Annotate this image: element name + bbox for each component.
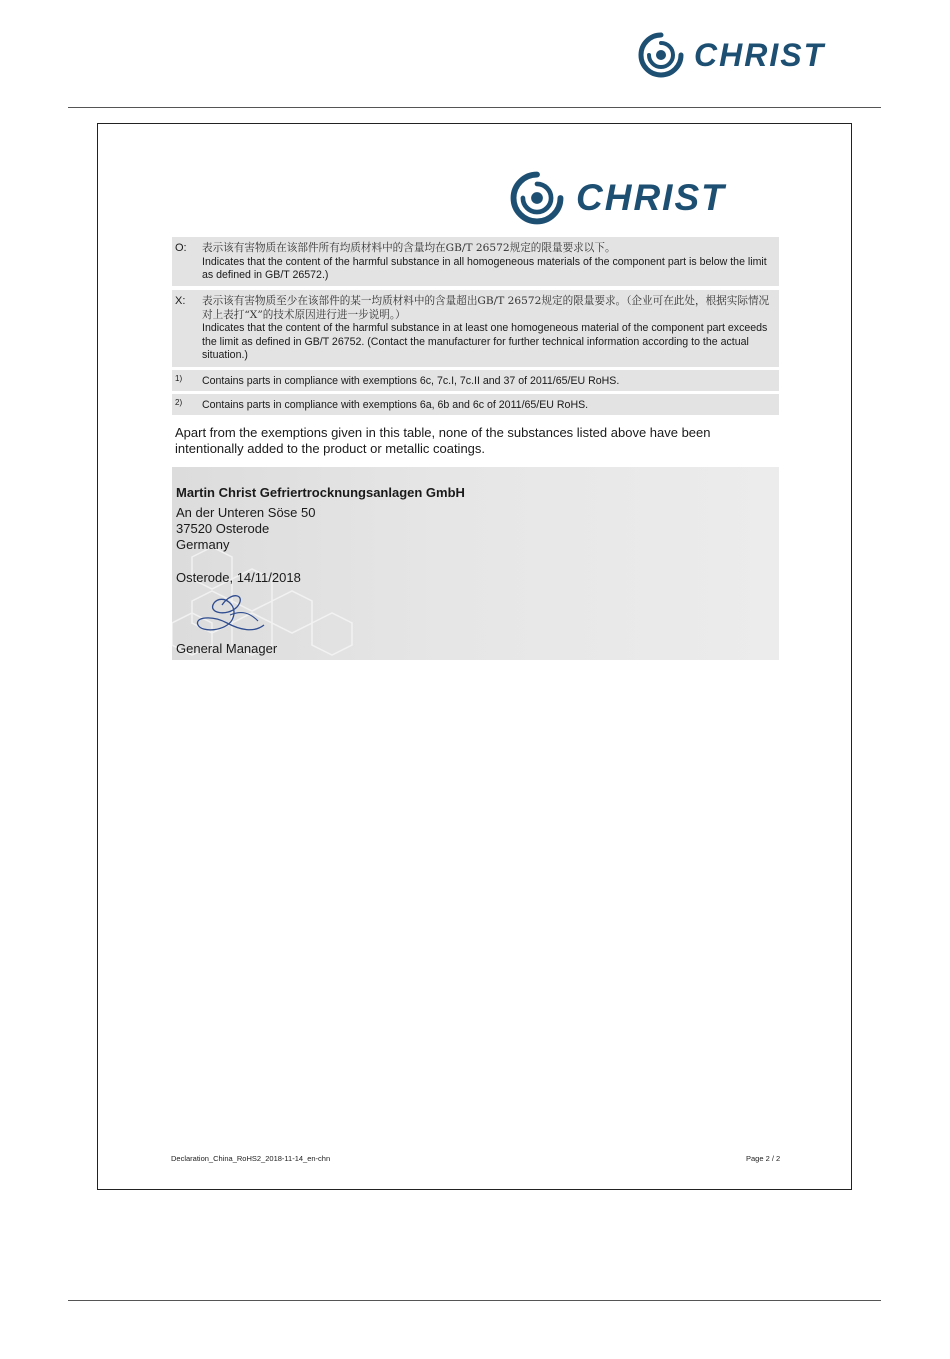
brand-wordmark: CHRIST [576,177,726,218]
document-id: Declaration_China_RoHS2_2018-11-14_en-chn [171,1154,331,1163]
signature-block [172,467,779,660]
legend-row-o [172,237,779,286]
christ-swirl-logo-icon [638,32,684,78]
footer-divider [68,1300,881,1301]
legend-key: O: [175,242,187,254]
handwritten-signature [192,585,272,640]
legend-text-en: Contains parts in compliance with exemptions 6c, 7c.I, 7c.II and 37 of 2011/65/EU RoHS. [202,375,620,387]
footnote-marker: 2) [175,398,183,407]
brand-wordmark: CHRIST [694,36,826,73]
footnote-marker: 1) [175,374,183,383]
legend-text-en: Indicates that the content of the harmful substance in all homogeneous materials of the component part is below the limit as defined in GB/T 26572.) [202,255,767,281]
legend-row-x [172,290,779,367]
legend-key: X: [175,295,186,307]
place-and-date: Osterode, 14/11/2018 [176,570,301,585]
address-street: An der Unteren Söse 50 [176,505,316,520]
signatory-role: General Manager [176,641,278,656]
company-name: Martin Christ Gefriertrocknungsanlagen GmbH [176,485,465,500]
legend-text-en: Indicates that the content of the harmful substance in at least one homogeneous material of the component part exceeds the limit as defined in GB/T 26752. (Contact the manufacturer for further technical information according to the actual situation.) [202,322,768,361]
christ-swirl-logo-icon [510,171,564,225]
company-address [176,505,315,553]
legend-text-zh: 表示该有害物质在该部件所有均质材料中的含量均在GB/T 26572规定的限量要求以下。 [202,242,616,254]
legend-text-en: Contains parts in compliance with exemptions 6a, 6b and 6c of 2011/65/EU RoHS. [202,399,589,411]
document-logo [510,171,726,225]
legend-row-footnote-1 [172,370,779,391]
page-header-logo [638,32,825,78]
exemption-statement: Apart from the exemptions given in this table, none of the substances listed above have been intentionally added to the product or metallic coatings. [175,425,711,456]
legend-row-footnote-2 [172,394,779,415]
address-country: Germany [176,537,230,552]
header-divider [68,107,881,108]
legend-text-zh: 表示该有害物质至少在该部件的某一均质材料中的含量超出GB/T 26572规定的限量要求。（企业可在此处，根据实际情况对上表打“X”的技术原因进行进一步说明。） [202,295,770,321]
address-city: 37520 Osterode [176,521,270,536]
page-number: Page 2 / 2 [746,1154,781,1163]
